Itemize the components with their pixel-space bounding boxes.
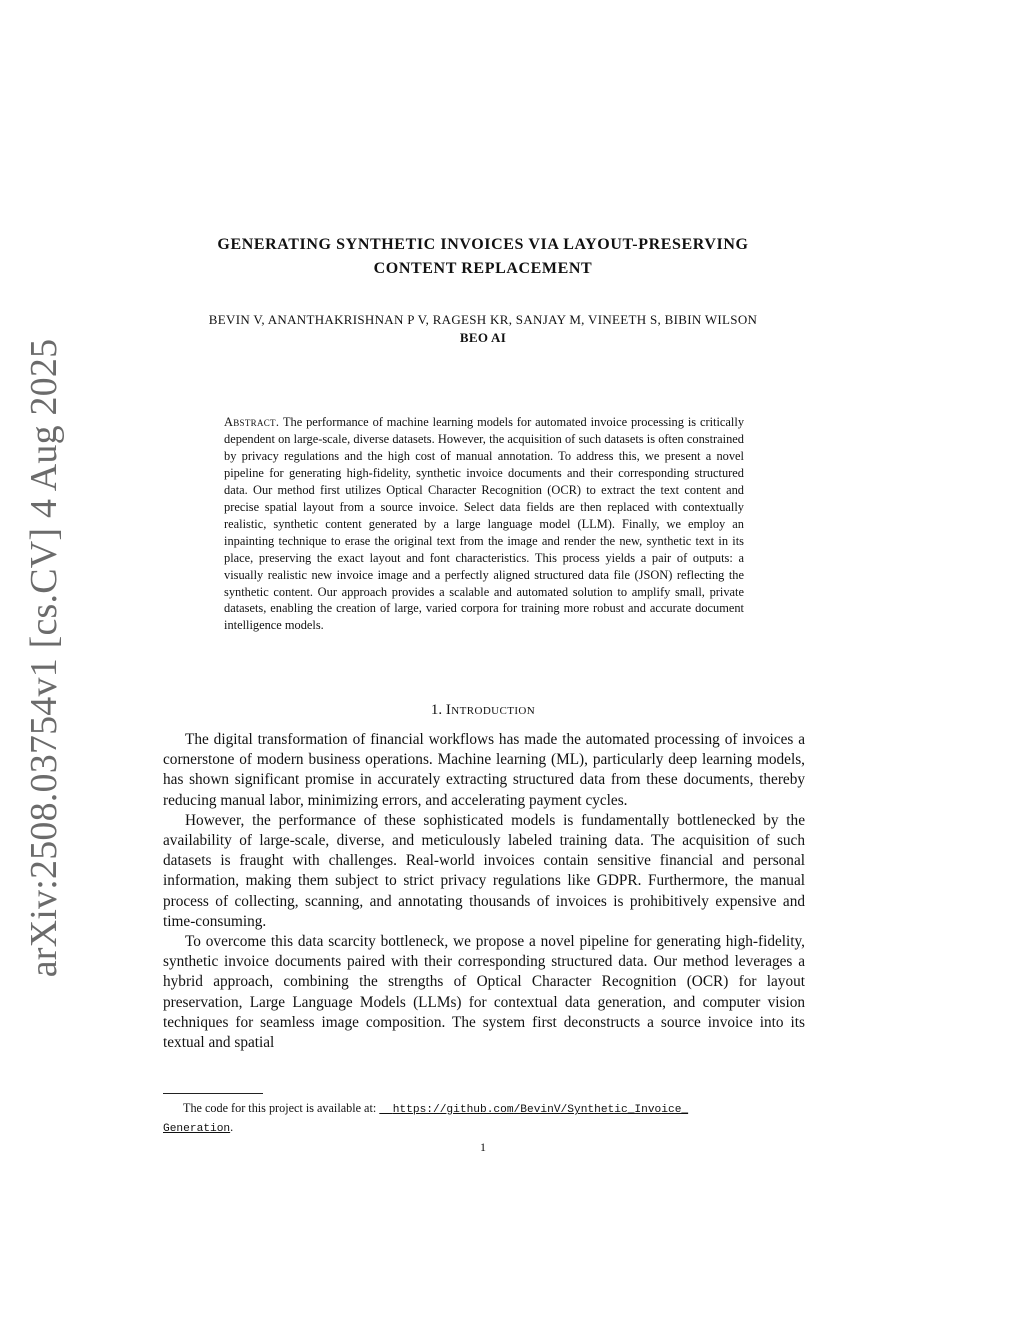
abstract-label: Abstract. [224,415,280,429]
footnote-rule [163,1093,263,1094]
author-block [150,311,816,347]
footnote [163,1100,805,1138]
section-heading-introduction [150,700,816,720]
paragraph: However, the performance of these sophisticated models is fundamentally bottlenecked by the availability of large-scale, diverse, and meticulously labeled training data. The acquisition of such datasets is fraught with challenges. Real-world invoices contain sensitive financial and personal information, making them subject to strict privacy regulations like GDPR. Furthermore, the manual process of collecting, scanning, and annotating thousands of invoices is prohibitively expensive and time-consuming. [163,811,805,930]
footnote-text: The code for this project is available at: [183,1101,377,1115]
abstract-text: The performance of machine learning models for automated invoice processing is critically dependent on large-scale, diverse datasets. However, the acquisition of such datasets is often constrained by privacy regulations and the high cost of manual annotation. To address this, we present a novel pipeline for generating high-fidelity, synthetic invoice documents and their corresponding structured data. Our method first utilizes Optical Character Recognition (OCR) to extract the text content and precise spatial layout from a source invoice. Select data fields are then replaced with contextually realistic, synthetic content generated by a large language model (LLM). Finally, we employ an inpainting technique to erase the original text from the image and render the new, synthetic text in its place, preserving the exact layout and font characteristics. This process yields a pair of outputs: a visually realistic new invoice image and a perfectly aligned structured data file (JSON) reflecting the synthetic content. Our approach provides a scalable and automated solution to amplify small, private datasets, enabling the creation of large, varied corpora for training more robust and accurate document intelligence models. [224,415,745,633]
section-number: 1. [430,702,443,718]
abstract [224,414,744,634]
arxiv-identifier-stamp: arXiv:2508.03754v1 [cs.CV] 4 Aug 2025 [23,338,65,978]
paper-title [150,233,816,281]
page-number: 1 [480,1140,486,1154]
footnote-period: . [230,1120,234,1134]
affiliation: BEO AI [459,330,507,345]
section-title: Introduction [445,702,536,718]
title-line-1: GENERATING SYNTHETIC INVOICES VIA LAYOUT-PRESERVING [217,236,749,253]
introduction-body [163,730,805,1053]
author-list: BEVIN V, ANANTHAKRISHNAN P V, RAGESH KR, SANJAY M, VINEETH S, BIBIN WILSON [208,312,758,327]
paragraph: To overcome this data scarcity bottleneck, we propose a novel pipeline for generating high-fidelity, synthetic invoice documents paired with their corresponding structured data. Our method leverages a hybrid approach, combining the strengths of Optical Character Recognition (OCR) for layout preservation, Large Language Models (LLMs) for contextual data generation, and computer vision techniques for seamless image composition. The system first deconstructs a source invoice into its textual and spatial [163,933,805,1052]
paragraph: The digital transformation of financial workflows has made the automated processing of invoices a cornerstone of modern business operations. Machine learning (ML), particularly deep learning models, has shown significant promise in accurately extracting structured data from these documents, thereby reducing manual labor, minimizing errors, and accelerating payment cycles. [163,731,805,809]
title-line-2: CONTENT REPLACEMENT [373,260,593,277]
code-url-line-1: https://github.com/BevinV/Synthetic_Invoice_ [392,1104,689,1116]
code-url-line-2: Generation [163,1123,231,1135]
